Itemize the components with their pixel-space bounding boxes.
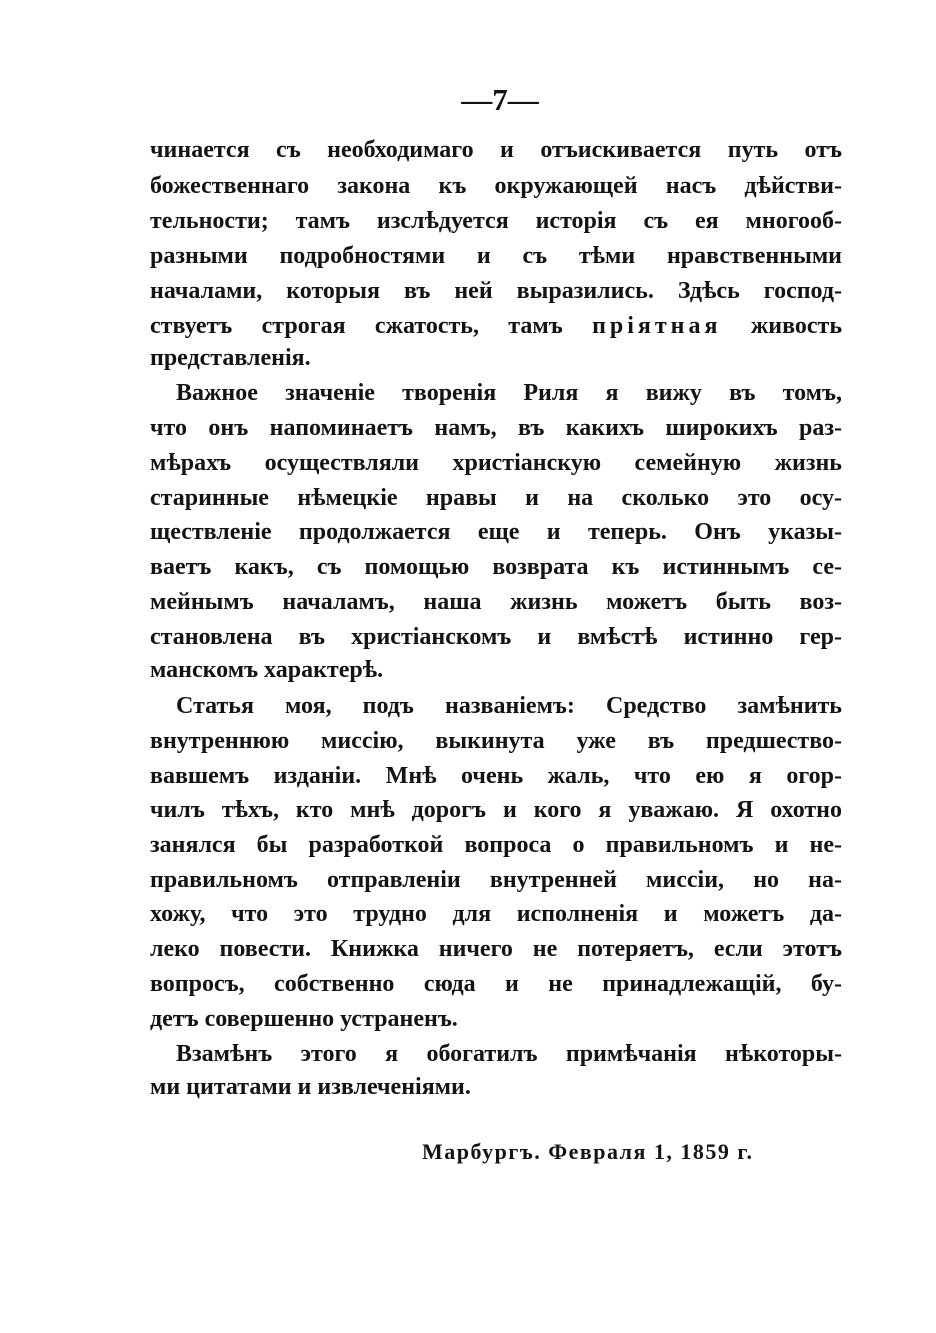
page-number: —7— <box>461 82 539 117</box>
text-line: Статья моя, подъ названіемъ: Средство замѣнить <box>176 693 842 719</box>
text-line: ществленіе продолжается еще и теперь. Онъ указы- <box>150 519 842 545</box>
text-line: мейнымъ началамъ, наша жизнь можетъ быть воз- <box>150 589 842 615</box>
text-line: чилъ тѣхъ, кто мнѣ дорогъ и кого я уважаю. Я охотно <box>150 797 842 823</box>
text-line: детъ совершенно устраненъ. <box>150 1006 458 1032</box>
text-segment: ствуетъ строгая сжатость, тамъ <box>150 313 563 339</box>
text-line: вопросъ, собственно сюда и не принадлежащій, бу- <box>150 971 842 997</box>
text-line: хожу, что это трудно для исполненія и можетъ да- <box>150 901 842 927</box>
text-line: тельности; тамъ изслѣдуется исторія съ ея многооб- <box>150 208 842 234</box>
text-line: Взамѣнъ этого я обогатилъ примѣчанія нѣкоторы- <box>176 1041 842 1067</box>
text-line: началами, которыя въ ней выразились. Здѣсь господ- <box>150 278 842 304</box>
text-line: правильномъ отправленіи внутренней миссіи, но на- <box>150 867 842 893</box>
text-line: представленія. <box>150 345 311 371</box>
text-line: что онъ напоминаетъ намъ, въ какихъ широкихъ раз- <box>150 415 842 441</box>
text-line: старинные нѣмецкіе нравы и на сколько это осу- <box>150 485 842 511</box>
text-line: разными подробностями и съ тѣми нравственными <box>150 243 842 269</box>
text-line: ваетъ какъ, съ помощью возврата къ истиннымъ се- <box>150 554 842 580</box>
place-date-signature: Марбургъ. Февраля 1, 1859 г. <box>422 1139 754 1164</box>
text-line: Важное значеніе творенія Риля я вижу въ томъ, <box>176 380 842 406</box>
text-line <box>150 311 842 341</box>
emphasized-word: пріятная <box>592 313 722 339</box>
text-line: ми цитатами и извлеченіями. <box>150 1074 471 1100</box>
text-line: божественнаго закона къ окружающей насъ дѣйстви- <box>150 173 842 199</box>
text-line: леко повести. Книжка ничего не потеряетъ, если этотъ <box>150 936 842 962</box>
text-segment: живость <box>750 313 842 339</box>
text-line: мѣрахъ осуществляли христіанскую семейную жизнь <box>150 450 842 476</box>
text-line: вавшемъ изданіи. Мнѣ очень жаль, что ею я огор- <box>150 763 842 789</box>
text-line: манскомъ характерѣ. <box>150 657 384 683</box>
text-line: внутреннюю миссію, выкинута уже въ предшество- <box>150 728 842 754</box>
text-line: чинается съ необходимаго и отъискивается путь отъ <box>150 137 842 163</box>
text-line: занялся бы разработкой вопроса о правильномъ и не- <box>150 832 842 858</box>
text-line: становлена въ христіанскомъ и вмѣстѣ истинно гер- <box>150 624 842 650</box>
